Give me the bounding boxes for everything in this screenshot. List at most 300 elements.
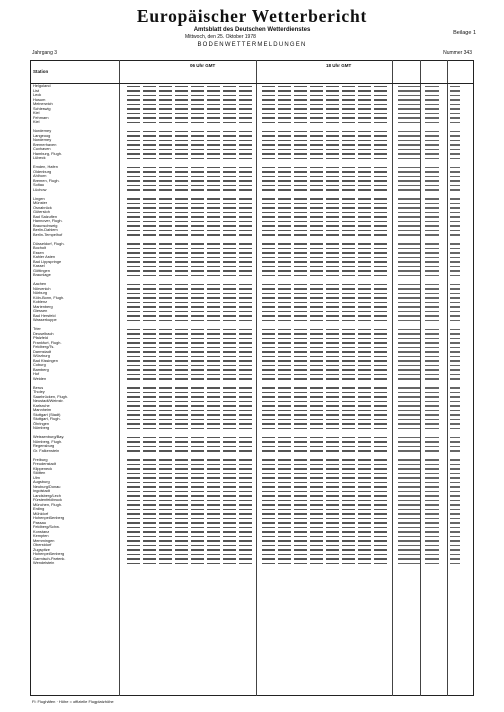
observation-cell (398, 99, 420, 101)
station-name: Marienberg (33, 304, 53, 309)
observation-cell (425, 90, 439, 92)
observation-cell (127, 122, 255, 124)
observation-cell (262, 374, 390, 376)
observation-cell (262, 257, 390, 259)
observation-cell (127, 414, 255, 416)
observation-cell (425, 275, 439, 277)
station-name: Helgoland (33, 84, 51, 88)
observation-cell (398, 122, 420, 124)
observation-cell (262, 198, 390, 200)
station-name: Koblenz (33, 300, 48, 304)
observation-cell (127, 135, 255, 137)
observation-cell (450, 423, 460, 425)
observation-cell (425, 441, 439, 443)
observation-cell (262, 491, 390, 493)
station-name: Neuburg/Donau (33, 484, 61, 489)
observation-cell (398, 171, 420, 173)
observation-cell (127, 513, 255, 515)
observation-cell (262, 252, 390, 254)
observation-cell (262, 482, 390, 484)
observation-cell (450, 261, 460, 263)
observation-cell (425, 198, 439, 200)
observation-cell (450, 374, 460, 376)
observation-cell (127, 311, 255, 313)
observation-cell (127, 536, 255, 538)
observation-cell (425, 333, 439, 335)
observation-cell (127, 149, 255, 151)
observation-cell (425, 176, 439, 178)
observation-cell (127, 450, 255, 452)
observation-cell (262, 230, 390, 232)
observation-cell (425, 419, 439, 421)
observation-cell (127, 338, 255, 340)
station-name: Coburg (33, 363, 46, 367)
observation-cell (450, 419, 460, 421)
observation-cell (425, 104, 439, 106)
observation-cell (450, 122, 460, 124)
station-name: Kiel (33, 120, 40, 124)
station-name: Essen (33, 250, 44, 255)
observation-cell (127, 356, 255, 358)
observation-cell (262, 180, 390, 182)
observation-cell (127, 387, 255, 389)
observation-cell (450, 302, 460, 304)
observation-cell (425, 347, 439, 349)
table-row (30, 426, 474, 431)
station-name: Langeoog (33, 133, 51, 138)
observation-cell (398, 270, 420, 272)
observation-cell (425, 135, 439, 137)
observation-cell (450, 180, 460, 182)
observation-cell (398, 504, 420, 506)
observation-cell (398, 293, 420, 295)
observation-cell (450, 347, 460, 349)
observation-cell (127, 347, 255, 349)
station-name: Nürnberg, Flugh. (33, 439, 63, 444)
observation-cell (450, 288, 460, 290)
observation-cell (398, 378, 420, 380)
observation-cell (425, 558, 439, 560)
observation-cell (425, 207, 439, 209)
station-name: Saarbrücken, Flugh. (33, 394, 69, 399)
station-name: Weiden (33, 376, 47, 381)
observation-cell (398, 347, 420, 349)
observation-cell (398, 423, 420, 425)
observation-cell (450, 230, 460, 232)
observation-cell (127, 491, 255, 493)
observation-cell (450, 338, 460, 340)
observation-cell (127, 90, 255, 92)
observation-cell (425, 392, 439, 394)
station-name: Karlsruhe (33, 403, 50, 408)
station-name: Giessen (33, 309, 48, 313)
observation-cell (450, 329, 460, 331)
observation-cell (450, 500, 460, 502)
observation-cell (127, 504, 255, 506)
observation-cell (398, 153, 420, 155)
observation-cell (398, 108, 420, 110)
observation-cell (425, 117, 439, 119)
observation-cell (398, 401, 420, 403)
station-name: Memmingen (33, 538, 55, 543)
observation-cell (398, 482, 420, 484)
station-name: Braunlage (33, 273, 51, 277)
observation-cell (425, 482, 439, 484)
observation-cell (425, 221, 439, 223)
observation-cell (425, 180, 439, 182)
observation-cell (398, 140, 420, 142)
station-name: Hamburg, Flugh. (33, 151, 62, 156)
observation-cell (398, 369, 420, 371)
observation-cell (127, 482, 255, 484)
observation-cell (425, 437, 439, 439)
observation-cell (262, 396, 390, 398)
observation-cell (127, 540, 255, 542)
observation-cell (398, 405, 420, 407)
observation-cell (262, 392, 390, 394)
observation-cell (398, 311, 420, 313)
observation-cell (425, 401, 439, 403)
station-name: Bamberg (33, 367, 49, 372)
observation-cell (450, 365, 460, 367)
observation-cell (127, 104, 255, 106)
observation-cell (262, 338, 390, 340)
station-name: Fehmarn (33, 115, 49, 120)
station-name: Kempten (33, 534, 49, 538)
observation-cell (127, 248, 255, 250)
observation-cell (450, 333, 460, 335)
observation-cell (398, 522, 420, 524)
observation-cell (425, 486, 439, 488)
observation-cell (425, 369, 439, 371)
observation-cell (425, 288, 439, 290)
observation-cell (127, 261, 255, 263)
station-name: Stuttgart (Stadt) (33, 412, 61, 417)
station-name: Mannheim (33, 408, 52, 412)
table-row (30, 377, 474, 382)
observation-cell (398, 216, 420, 218)
observation-cell (450, 531, 460, 533)
observation-cell (262, 167, 390, 169)
observation-cell (127, 531, 255, 533)
observation-cell (127, 437, 255, 439)
station-name: Öhringen (33, 421, 50, 426)
observation-cell (425, 144, 439, 146)
observation-cell (450, 248, 460, 250)
observation-cell (425, 450, 439, 452)
observation-cell (127, 365, 255, 367)
observation-cell (262, 419, 390, 421)
observation-cell (127, 185, 255, 187)
observation-cell (262, 369, 390, 371)
observation-cell (425, 536, 439, 538)
observation-cell (262, 360, 390, 362)
observation-cell (425, 554, 439, 556)
observation-cell (262, 558, 390, 560)
station-name: List (33, 88, 40, 93)
station-name: Berlin-Dahlem (33, 228, 58, 232)
table-row (30, 188, 474, 193)
observation-cell (425, 189, 439, 191)
observation-cell (450, 149, 460, 151)
observation-cell (127, 216, 255, 218)
observation-cell (450, 378, 460, 380)
observation-cell (450, 396, 460, 398)
observation-cell (262, 410, 390, 412)
station-name: Kiel (33, 111, 40, 115)
observation-cell (398, 387, 420, 389)
observation-cell (425, 302, 439, 304)
observation-cell (398, 513, 420, 515)
observation-cell (262, 320, 390, 322)
observation-cell (425, 158, 439, 160)
observation-cell (425, 563, 439, 565)
observation-cell (127, 333, 255, 335)
observation-cell (262, 356, 390, 358)
observation-cell (262, 423, 390, 425)
observation-cell (262, 509, 390, 511)
observation-cell (450, 176, 460, 178)
observation-cell (127, 545, 255, 547)
observation-cell (450, 135, 460, 137)
observation-cell (398, 540, 420, 542)
observation-cell (127, 473, 255, 475)
observation-cell (127, 563, 255, 565)
observation-cell (450, 356, 460, 358)
observation-cell (262, 216, 390, 218)
station-name: Klippeneck (33, 466, 53, 471)
observation-cell (127, 320, 255, 322)
observation-cell (262, 171, 390, 173)
observation-cell (425, 491, 439, 493)
observation-cell (127, 477, 255, 479)
observation-cell (127, 423, 255, 425)
observation-cell (450, 513, 460, 515)
observation-cell (450, 207, 460, 209)
observation-cell (398, 212, 420, 214)
observation-cell (425, 243, 439, 245)
observation-cell (262, 554, 390, 556)
observation-cell (398, 302, 420, 304)
station-name: Berus (33, 385, 44, 390)
observation-cell (450, 446, 460, 448)
observation-cell (425, 495, 439, 497)
observation-cell (450, 563, 460, 565)
observation-cell (450, 293, 460, 295)
observation-cell (262, 522, 390, 524)
observation-cell (262, 500, 390, 502)
observation-cell (425, 297, 439, 299)
observation-cell (398, 149, 420, 151)
observation-cell (398, 536, 420, 538)
station-name: Stuttgart, Flugh. (33, 417, 61, 421)
observation-cell (425, 351, 439, 353)
observation-cell (425, 95, 439, 97)
observation-cell (127, 468, 255, 470)
table-row (30, 120, 474, 125)
observation-cell (262, 401, 390, 403)
observation-cell (127, 558, 255, 560)
observation-cell (425, 131, 439, 133)
station-name: Ahlhorn (33, 174, 47, 178)
observation-cell (398, 275, 420, 277)
station-name: Schleswig (33, 106, 51, 111)
observation-cell (262, 545, 390, 547)
observation-cell (450, 306, 460, 308)
observation-cell (450, 410, 460, 412)
station-name: Bad Hersfeld (33, 313, 56, 318)
observation-cell (450, 252, 460, 254)
volume-label: Jahrgang 3 (32, 50, 58, 56)
observation-cell (127, 86, 255, 88)
observation-cell (262, 140, 390, 142)
observation-cell (398, 158, 420, 160)
observation-cell (398, 230, 420, 232)
table-header (30, 61, 474, 83)
observation-cell (398, 135, 420, 137)
observation-cell (262, 185, 390, 187)
station-name: Mühldorf (33, 511, 49, 516)
observation-cell (262, 441, 390, 443)
observation-cell (262, 270, 390, 272)
observation-cell (450, 99, 460, 101)
observation-cell (425, 459, 439, 461)
observation-cell (450, 558, 460, 560)
gmt-06-header: 06 Uhr GMT (190, 63, 216, 68)
observation-cell (425, 396, 439, 398)
observation-cell (425, 414, 439, 416)
observation-cell (127, 392, 255, 394)
station-name: Stötten (33, 471, 46, 475)
observation-cell (450, 270, 460, 272)
station-name: Hof (33, 372, 40, 376)
report-date: Mittwoch, den 25. Oktober 1978 (185, 34, 256, 40)
observation-cell (262, 513, 390, 515)
observation-cell (425, 468, 439, 470)
observation-cell (262, 234, 390, 236)
observation-cell (398, 284, 420, 286)
observation-cell (262, 540, 390, 542)
observation-cell (262, 531, 390, 533)
observation-cell (262, 212, 390, 214)
station-name: Berlin-Tempelhof (33, 232, 63, 237)
station-name: Nürburg (33, 291, 48, 295)
observation-cell (262, 261, 390, 263)
observation-cell (398, 243, 420, 245)
observation-cell (398, 176, 420, 178)
observation-cell (425, 212, 439, 214)
station-name: Deuselbach (33, 331, 54, 336)
observation-cell (425, 315, 439, 317)
observation-cell (398, 527, 420, 529)
observation-cell (127, 428, 255, 430)
observation-cell (127, 171, 255, 173)
observation-cell (450, 113, 460, 115)
observation-cell (398, 225, 420, 227)
observation-cell (127, 140, 255, 142)
observation-cell (262, 351, 390, 353)
observation-cell (450, 464, 460, 466)
observation-cell (425, 473, 439, 475)
observation-cell (127, 266, 255, 268)
station-name: Wasserkuppe (33, 318, 57, 322)
observation-cell (398, 446, 420, 448)
observation-cell (450, 284, 460, 286)
observation-cell (450, 108, 460, 110)
observation-cell (127, 117, 255, 119)
station-name: Pfalzfeld (33, 336, 48, 340)
observation-cell (127, 257, 255, 259)
observation-cell (398, 356, 420, 358)
observation-cell (398, 428, 420, 430)
gmt-18-header: 18 Uhr GMT (326, 63, 352, 68)
observation-cell (127, 378, 255, 380)
observation-cell (398, 297, 420, 299)
observation-cell (262, 131, 390, 133)
observation-cell (425, 522, 439, 524)
station-name: Bad Kissingen (33, 358, 58, 363)
station-name: Gütersloh (33, 210, 50, 214)
observation-cell (262, 437, 390, 439)
station-name: Bad Salzuflen (33, 214, 58, 219)
observation-cell (398, 563, 420, 565)
observation-cell (127, 306, 255, 308)
observation-cell (398, 144, 420, 146)
observation-cell (398, 374, 420, 376)
station-name: Leck (33, 93, 42, 97)
observation-cell (398, 320, 420, 322)
observation-cell (450, 266, 460, 268)
observation-cell (425, 374, 439, 376)
observation-cell (262, 113, 390, 115)
observation-cell (262, 149, 390, 151)
observation-cell (262, 459, 390, 461)
observation-cell (398, 518, 420, 520)
station-name: Hohenpeißenberg (33, 516, 65, 520)
observation-cell (425, 306, 439, 308)
station-name: Ingolstadt (33, 489, 50, 493)
observation-cell (262, 315, 390, 317)
observation-cell (127, 369, 255, 371)
observation-cell (262, 333, 390, 335)
station-name: Hohenpeißenberg (33, 552, 65, 556)
station-name: Oldenburg (33, 169, 52, 174)
observation-cell (398, 396, 420, 398)
observation-cell (262, 108, 390, 110)
observation-cell (398, 392, 420, 394)
observation-cell (127, 243, 255, 245)
station-name: Braunschweig (33, 223, 58, 228)
observation-cell (425, 257, 439, 259)
observation-cell (127, 464, 255, 466)
station-name: Darmstadt (33, 349, 51, 354)
observation-cell (425, 549, 439, 551)
station-name: Neustadt/Weinstr. (33, 399, 64, 403)
observation-cell (127, 131, 255, 133)
report-title: Europäischer Wetterbericht (136, 6, 368, 26)
observation-cell (127, 405, 255, 407)
observation-cell (127, 360, 255, 362)
observation-cell (127, 95, 255, 97)
observation-cell (450, 473, 460, 475)
observation-cell (127, 203, 255, 205)
station-name: Bremen, Flugh. (33, 178, 60, 183)
observation-cell (127, 284, 255, 286)
station-name: Tholey (33, 390, 45, 394)
observation-cell (450, 311, 460, 313)
observation-cell (450, 392, 460, 394)
station-name: Trier (33, 327, 41, 331)
